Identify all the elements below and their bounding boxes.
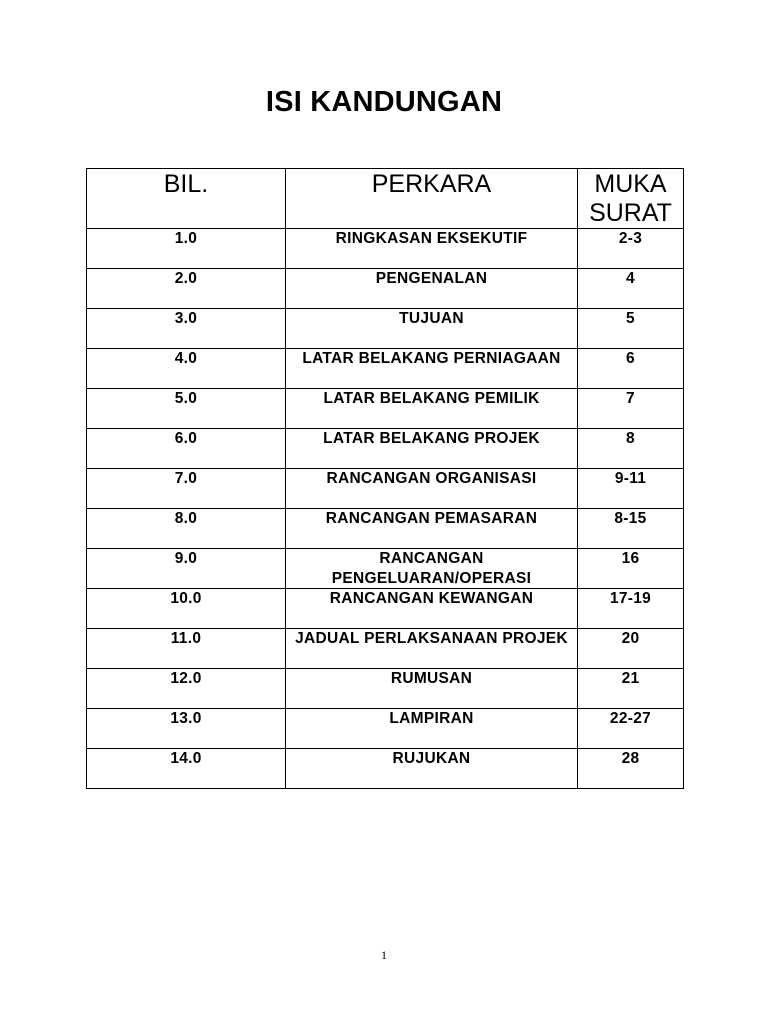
header-muka-surat: MUKA SURAT [578, 169, 684, 229]
row-bil: 11.0 [87, 629, 286, 669]
table-row [87, 669, 684, 709]
row-muka-surat: 17-19 [578, 589, 684, 629]
table-row [87, 349, 684, 389]
row-bil: 1.0 [87, 229, 286, 269]
table-row [87, 589, 684, 629]
row-bil: 4.0 [87, 349, 286, 389]
row-perkara: RUMUSAN [286, 669, 578, 709]
row-muka-surat: 2-3 [578, 229, 684, 269]
row-muka-surat: 9-11 [578, 469, 684, 509]
page-title: ISI KANDUNGAN [265, 86, 503, 118]
row-bil: 9.0 [87, 549, 286, 589]
table-row [87, 549, 684, 589]
table-row [87, 509, 684, 549]
row-perkara: RINGKASAN EKSEKUTIF [286, 229, 578, 269]
row-bil: 10.0 [87, 589, 286, 629]
row-perkara: PENGENALAN [286, 269, 578, 309]
table-row [87, 749, 684, 789]
row-perkara: RANCANGAN ORGANISASI [286, 469, 578, 509]
header-perkara: PERKARA [286, 169, 578, 229]
row-muka-surat: 20 [578, 629, 684, 669]
table-row [87, 269, 684, 309]
row-bil: 3.0 [87, 309, 286, 349]
row-muka-surat: 8-15 [578, 509, 684, 549]
row-muka-surat: 28 [578, 749, 684, 789]
table-of-contents [86, 168, 684, 789]
row-perkara: LATAR BELAKANG PERNIAGAAN [286, 349, 578, 389]
row-perkara: RANCANGAN KEWANGAN [286, 589, 578, 629]
table-row [87, 429, 684, 469]
table-row [87, 469, 684, 509]
header-bil: BIL. [87, 169, 286, 229]
row-bil: 6.0 [87, 429, 286, 469]
row-perkara: TUJUAN [286, 309, 578, 349]
row-bil: 5.0 [87, 389, 286, 429]
table-row [87, 389, 684, 429]
row-muka-surat: 21 [578, 669, 684, 709]
row-muka-surat: 4 [578, 269, 684, 309]
row-bil: 12.0 [87, 669, 286, 709]
row-muka-surat: 16 [578, 549, 684, 589]
row-perkara: RANCANGAN PENGELUARAN/OPERASI [286, 549, 578, 589]
row-perkara: RANCANGAN PEMASARAN [286, 509, 578, 549]
row-perkara: RUJUKAN [286, 749, 578, 789]
page-number: 1 [381, 948, 387, 962]
table-row [87, 629, 684, 669]
row-muka-surat: 5 [578, 309, 684, 349]
row-bil: 2.0 [87, 269, 286, 309]
row-bil: 8.0 [87, 509, 286, 549]
row-perkara: LAMPIRAN [286, 709, 578, 749]
row-bil: 13.0 [87, 709, 286, 749]
row-perkara: LATAR BELAKANG PROJEK [286, 429, 578, 469]
table-row [87, 229, 684, 269]
row-perkara: LATAR BELAKANG PEMILIK [286, 389, 578, 429]
row-muka-surat: 7 [578, 389, 684, 429]
row-bil: 7.0 [87, 469, 286, 509]
row-muka-surat: 8 [578, 429, 684, 469]
table-row [87, 709, 684, 749]
row-muka-surat: 22-27 [578, 709, 684, 749]
row-muka-surat: 6 [578, 349, 684, 389]
table-header-row [87, 169, 684, 229]
row-bil: 14.0 [87, 749, 286, 789]
table-row [87, 309, 684, 349]
row-perkara: JADUAL PERLAKSANAAN PROJEK [286, 629, 578, 669]
